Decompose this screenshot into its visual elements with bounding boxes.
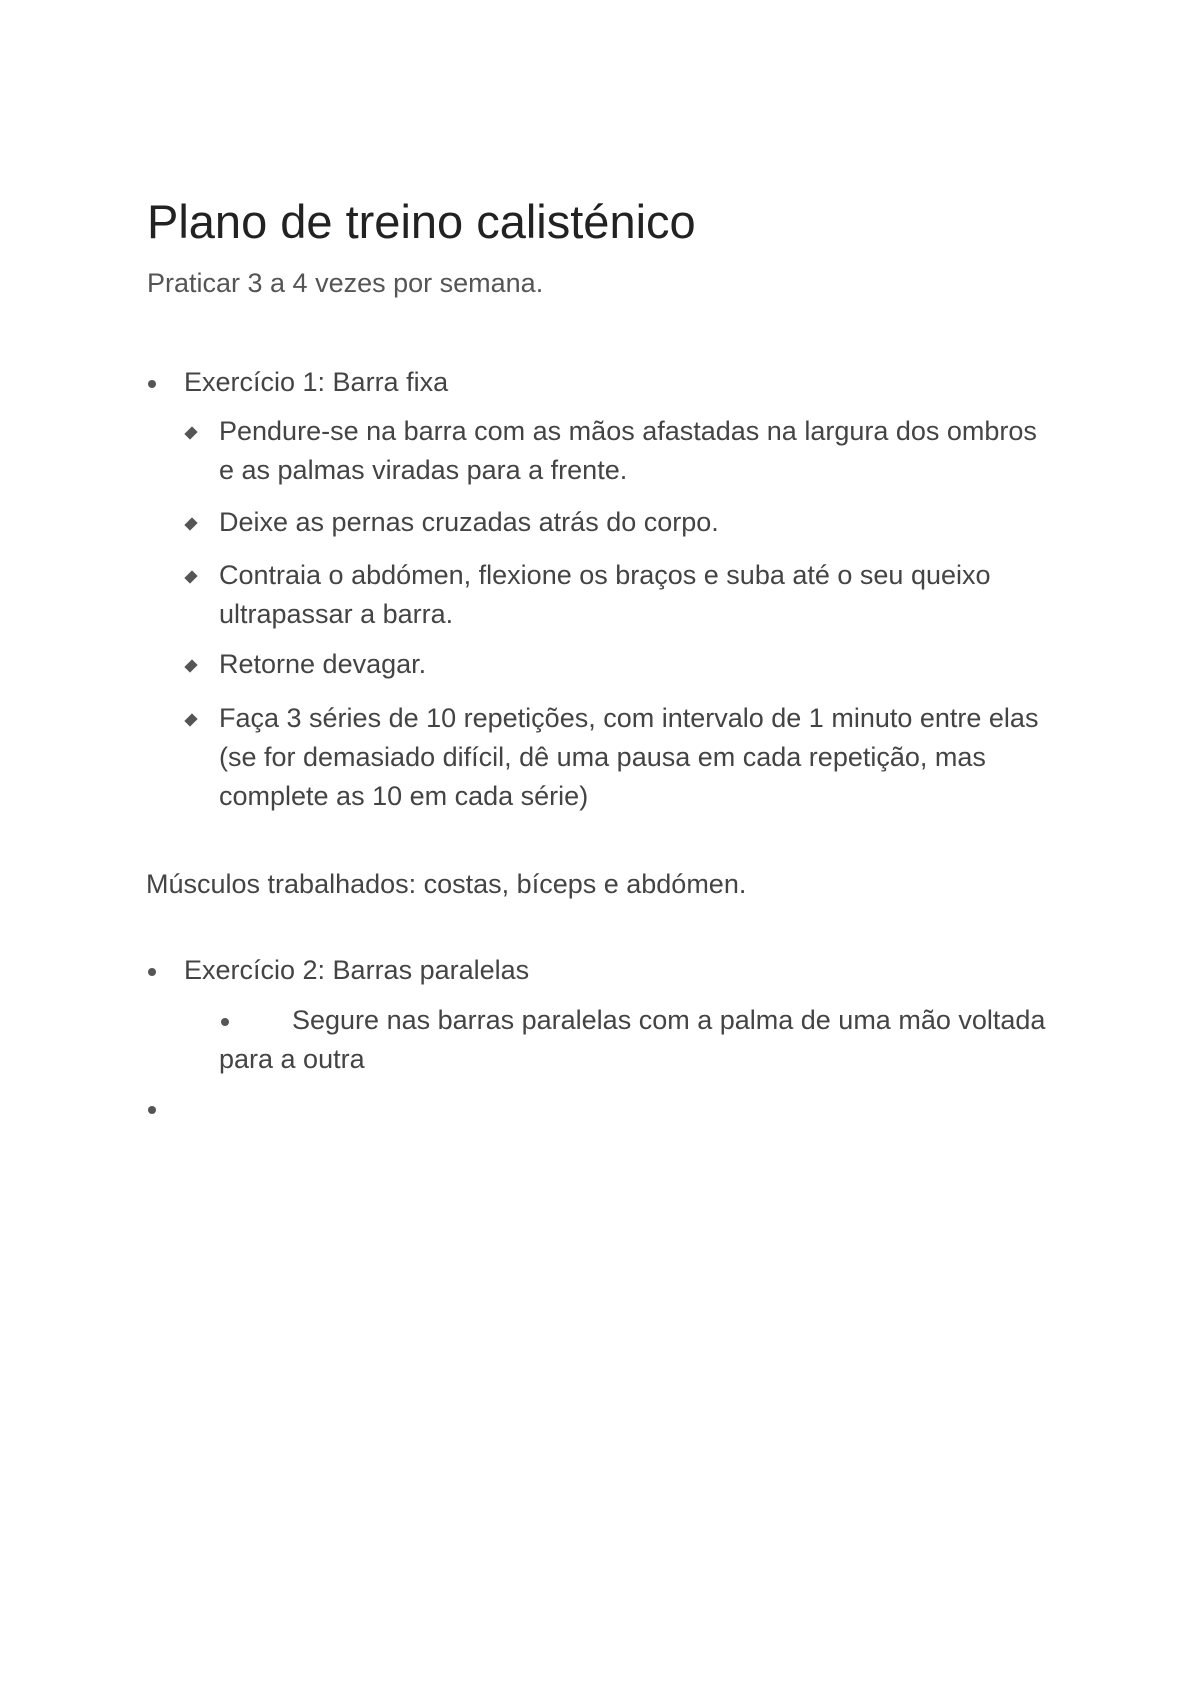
diamond-bullet-icon bbox=[184, 426, 197, 439]
exercise-1-heading: Exercício 1: Barra fixa bbox=[184, 367, 449, 397]
exercise-1-step-3: Contraia o abdómen, flexione os braços e suba até o seu queixo ultrapassar a barra. bbox=[219, 560, 991, 629]
document-subtitle: Praticar 3 a 4 vezes por semana. bbox=[147, 268, 544, 298]
exercise-1-step-4: Retorne devagar. bbox=[219, 649, 427, 679]
diamond-bullet-icon bbox=[184, 659, 197, 672]
bullet-icon bbox=[148, 380, 156, 388]
diamond-bullet-icon bbox=[184, 713, 197, 726]
exercise-1-step-5: Faça 3 séries de 10 repetições, com intervalo de 1 minuto entre elas (se for demasiado difícil, dê uma pausa em cada repetição, mas complete as 10 em cada série) bbox=[219, 703, 1039, 811]
muscles-worked: Músculos trabalhados: costas, bíceps e abdómen. bbox=[146, 869, 747, 899]
document-title: Plano de treino calisténico bbox=[147, 195, 696, 248]
exercise-1-step-1: Pendure-se na barra com as mãos afastadas na largura dos ombros e as palmas viradas para a frente. bbox=[219, 416, 1037, 485]
diamond-bullet-icon bbox=[184, 570, 197, 583]
exercise-2-heading: Exercício 2: Barras paralelas bbox=[184, 955, 530, 985]
empty-bullet-icon bbox=[148, 1106, 156, 1114]
bullet-icon bbox=[148, 968, 156, 976]
exercise-2-step-1: Segure nas barras paralelas com a palma de uma mão voltada para a outra bbox=[219, 1005, 1046, 1074]
exercise-1-step-2: Deixe as pernas cruzadas atrás do corpo. bbox=[219, 507, 719, 537]
diamond-bullet-icon bbox=[184, 517, 197, 530]
